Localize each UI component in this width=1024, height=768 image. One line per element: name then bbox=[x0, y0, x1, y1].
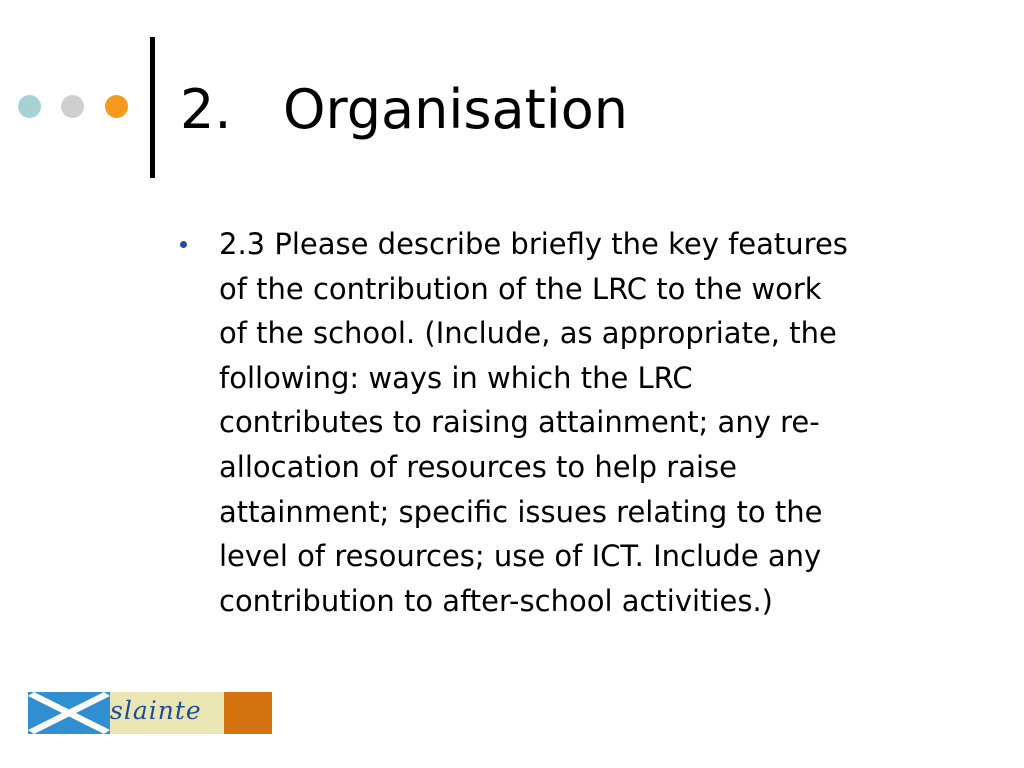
logo-name-panel bbox=[110, 692, 224, 734]
logo-orange-block bbox=[224, 692, 272, 734]
slide-title bbox=[180, 74, 628, 146]
slainte-logo bbox=[28, 692, 272, 734]
bullet-item bbox=[178, 222, 918, 623]
teal-dot-icon bbox=[18, 95, 41, 118]
title-text: Organisation bbox=[283, 78, 629, 141]
slide-body bbox=[178, 222, 918, 623]
saltire-flag-icon bbox=[28, 692, 110, 734]
decorative-dots bbox=[18, 95, 133, 119]
title-divider bbox=[150, 37, 155, 178]
bullet-text: 2.3 Please describe briefly the key features of the contribution of the LRC to the work of the school. (Include, as appropriate, the following: ways in which the LRC contributes to raising attainment; any re- allocation of resources to help raise attainment; specific issues relating to the level of resources; use of ICT. Include any contribution to after-school activities.) bbox=[219, 227, 848, 618]
title-number: 2. bbox=[180, 78, 232, 141]
orange-dot-icon bbox=[105, 95, 128, 118]
logo-text: slainte bbox=[110, 696, 202, 725]
grey-dot-icon bbox=[61, 95, 84, 118]
bullet-dot-icon bbox=[180, 241, 187, 248]
